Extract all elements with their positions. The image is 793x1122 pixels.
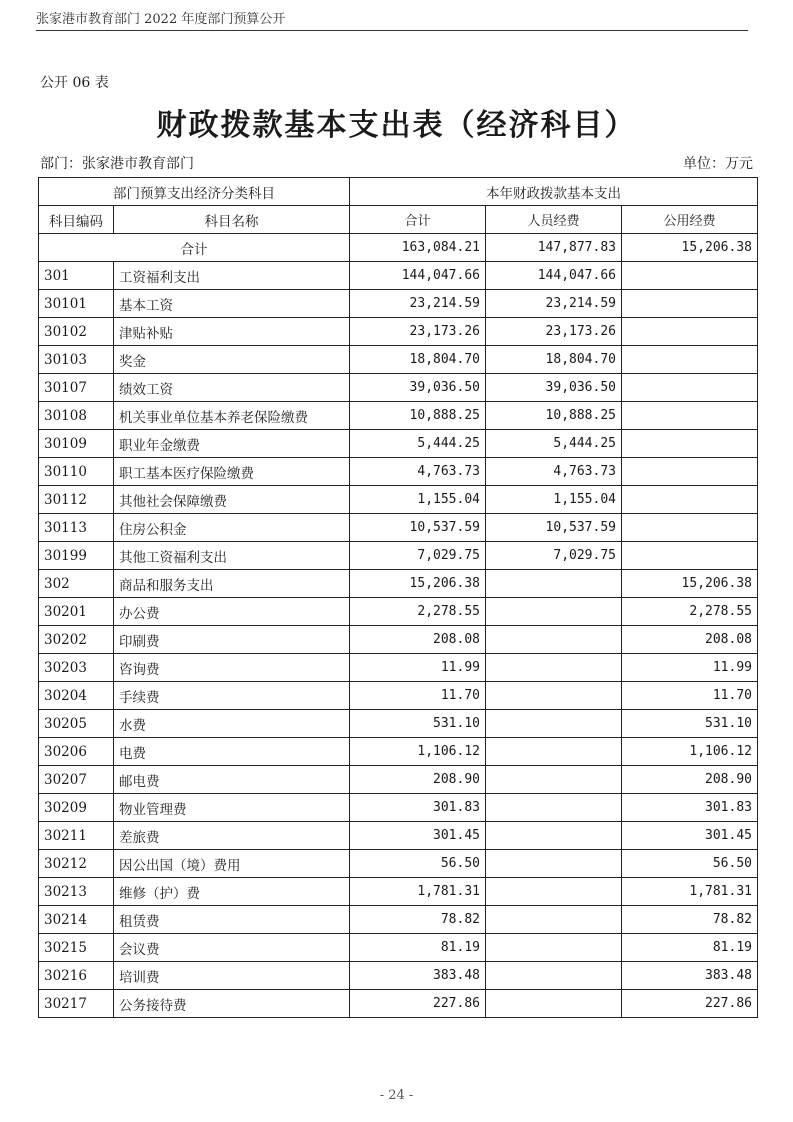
row-personnel [486, 962, 622, 990]
row-personnel [486, 626, 622, 654]
table-row [39, 402, 758, 430]
row-personnel: 1,155.04 [486, 486, 622, 514]
row-personnel: 18,804.70 [486, 346, 622, 374]
row-personnel [486, 990, 622, 1018]
row-name: 咨询费 [114, 654, 350, 682]
row-name: 其他工资福利支出 [114, 542, 350, 570]
row-code: 301 [39, 262, 114, 290]
row-name: 基本工资 [114, 290, 350, 318]
table-row [39, 486, 758, 514]
table-row [39, 766, 758, 794]
row-public [622, 318, 758, 346]
row-name: 奖金 [114, 346, 350, 374]
table-row [39, 654, 758, 682]
row-code: 302 [39, 570, 114, 598]
row-code: 30211 [39, 822, 114, 850]
row-public: 81.19 [622, 934, 758, 962]
row-public: 531.10 [622, 710, 758, 738]
row-total: 23,214.59 [350, 290, 486, 318]
table-row [39, 878, 758, 906]
row-personnel [486, 878, 622, 906]
total-row-total: 163,084.21 [350, 234, 486, 262]
unit-label: 单位：万元 [683, 156, 753, 172]
row-public: 1,106.12 [622, 738, 758, 766]
row-name: 其他社会保障缴费 [114, 486, 350, 514]
row-personnel: 5,444.25 [486, 430, 622, 458]
budget-table [38, 177, 758, 1018]
row-name: 印刷费 [114, 626, 350, 654]
row-personnel: 7,029.75 [486, 542, 622, 570]
table-row [39, 290, 758, 318]
row-personnel [486, 570, 622, 598]
row-name: 因公出国（境）费用 [114, 850, 350, 878]
table-row [39, 598, 758, 626]
table-id: 公开 06 表 [40, 75, 109, 91]
table-row [39, 430, 758, 458]
page-title: 财政拨款基本支出表（经济科目） [156, 108, 637, 143]
row-public [622, 402, 758, 430]
row-public: 301.83 [622, 794, 758, 822]
row-public [622, 458, 758, 486]
table-row [39, 850, 758, 878]
row-personnel [486, 598, 622, 626]
row-public [622, 262, 758, 290]
row-code: 30205 [39, 710, 114, 738]
header-name: 科目名称 [114, 206, 350, 234]
row-personnel [486, 738, 622, 766]
row-total: 23,173.26 [350, 318, 486, 346]
row-name: 手续费 [114, 682, 350, 710]
row-public: 208.90 [622, 766, 758, 794]
running-header: 张家港市教育部门 2022 年度部门预算公开 [36, 12, 286, 27]
row-name: 水费 [114, 710, 350, 738]
row-name: 职业年金缴费 [114, 430, 350, 458]
row-name: 培训费 [114, 962, 350, 990]
row-code: 30199 [39, 542, 114, 570]
row-code: 30213 [39, 878, 114, 906]
row-total: 208.90 [350, 766, 486, 794]
header-rule [36, 30, 748, 31]
row-personnel [486, 822, 622, 850]
header-total: 合计 [350, 206, 486, 234]
row-public: 208.08 [622, 626, 758, 654]
row-public: 78.82 [622, 906, 758, 934]
row-total: 531.10 [350, 710, 486, 738]
row-total: 4,763.73 [350, 458, 486, 486]
row-total: 7,029.75 [350, 542, 486, 570]
row-public: 11.99 [622, 654, 758, 682]
row-personnel [486, 906, 622, 934]
table-row [39, 514, 758, 542]
table-row [39, 542, 758, 570]
row-personnel [486, 850, 622, 878]
table-row [39, 346, 758, 374]
row-name: 办公费 [114, 598, 350, 626]
row-total: 383.48 [350, 962, 486, 990]
table-row [39, 570, 758, 598]
row-public: 301.45 [622, 822, 758, 850]
row-code: 30113 [39, 514, 114, 542]
row-total: 301.45 [350, 822, 486, 850]
row-total: 56.50 [350, 850, 486, 878]
row-total: 10,888.25 [350, 402, 486, 430]
table-row [39, 738, 758, 766]
total-row [39, 234, 758, 262]
page-number: - 24 - [379, 1088, 414, 1103]
row-public: 11.70 [622, 682, 758, 710]
row-public [622, 486, 758, 514]
row-personnel: 144,047.66 [486, 262, 622, 290]
row-code: 30102 [39, 318, 114, 346]
row-personnel: 4,763.73 [486, 458, 622, 486]
table-row [39, 318, 758, 346]
row-code: 30216 [39, 962, 114, 990]
table-row [39, 962, 758, 990]
row-code: 30112 [39, 486, 114, 514]
table-row [39, 990, 758, 1018]
total-row-public: 15,206.38 [622, 234, 758, 262]
row-public: 2,278.55 [622, 598, 758, 626]
row-name: 工资福利支出 [114, 262, 350, 290]
row-code: 30108 [39, 402, 114, 430]
table-row [39, 458, 758, 486]
row-name: 会议费 [114, 934, 350, 962]
header-public: 公用经费 [622, 206, 758, 234]
row-personnel [486, 654, 622, 682]
header-group-right: 本年财政拨款基本支出 [350, 178, 758, 206]
table-row [39, 682, 758, 710]
header-row-columns [39, 206, 758, 234]
row-code: 30109 [39, 430, 114, 458]
row-total: 2,278.55 [350, 598, 486, 626]
row-total: 78.82 [350, 906, 486, 934]
row-public [622, 430, 758, 458]
row-name: 维修（护）费 [114, 878, 350, 906]
row-name: 电费 [114, 738, 350, 766]
row-code: 30203 [39, 654, 114, 682]
row-personnel: 39,036.50 [486, 374, 622, 402]
row-code: 30107 [39, 374, 114, 402]
row-name: 差旅费 [114, 822, 350, 850]
row-personnel [486, 682, 622, 710]
row-total: 208.08 [350, 626, 486, 654]
row-code: 30201 [39, 598, 114, 626]
row-code: 30206 [39, 738, 114, 766]
row-public [622, 290, 758, 318]
row-public [622, 374, 758, 402]
row-public: 227.86 [622, 990, 758, 1018]
row-code: 30110 [39, 458, 114, 486]
row-public [622, 514, 758, 542]
row-name: 公务接待费 [114, 990, 350, 1018]
row-total: 144,047.66 [350, 262, 486, 290]
table-row [39, 822, 758, 850]
total-row-label: 合计 [39, 234, 350, 262]
row-code: 30212 [39, 850, 114, 878]
table-row [39, 262, 758, 290]
row-name: 商品和服务支出 [114, 570, 350, 598]
row-total: 11.99 [350, 654, 486, 682]
row-name: 职工基本医疗保险缴费 [114, 458, 350, 486]
header-code: 科目编码 [39, 206, 114, 234]
row-total: 1,106.12 [350, 738, 486, 766]
row-public [622, 542, 758, 570]
row-public: 383.48 [622, 962, 758, 990]
row-personnel: 10,537.59 [486, 514, 622, 542]
row-public: 15,206.38 [622, 570, 758, 598]
row-code: 30217 [39, 990, 114, 1018]
row-total: 1,781.31 [350, 878, 486, 906]
row-code: 30207 [39, 766, 114, 794]
row-personnel: 23,214.59 [486, 290, 622, 318]
row-total: 227.86 [350, 990, 486, 1018]
row-name: 租赁费 [114, 906, 350, 934]
row-code: 30202 [39, 626, 114, 654]
row-code: 30204 [39, 682, 114, 710]
row-personnel [486, 766, 622, 794]
row-personnel [486, 710, 622, 738]
row-total: 10,537.59 [350, 514, 486, 542]
header-row-group [39, 178, 758, 206]
row-total: 39,036.50 [350, 374, 486, 402]
header-group-left: 部门预算支出经济分类科目 [39, 178, 350, 206]
header-personnel: 人员经费 [486, 206, 622, 234]
row-code: 30209 [39, 794, 114, 822]
row-total: 15,206.38 [350, 570, 486, 598]
row-personnel: 23,173.26 [486, 318, 622, 346]
row-name: 绩效工资 [114, 374, 350, 402]
row-public: 56.50 [622, 850, 758, 878]
table-row [39, 906, 758, 934]
table-row [39, 710, 758, 738]
row-total: 5,444.25 [350, 430, 486, 458]
row-name: 津贴补贴 [114, 318, 350, 346]
table-row [39, 374, 758, 402]
row-name: 邮电费 [114, 766, 350, 794]
row-code: 30101 [39, 290, 114, 318]
row-name: 机关事业单位基本养老保险缴费 [114, 402, 350, 430]
row-name: 住房公积金 [114, 514, 350, 542]
table-row [39, 934, 758, 962]
row-personnel: 10,888.25 [486, 402, 622, 430]
table-row [39, 794, 758, 822]
row-total: 81.19 [350, 934, 486, 962]
row-personnel [486, 934, 622, 962]
row-name: 物业管理费 [114, 794, 350, 822]
table-row [39, 626, 758, 654]
total-row-personnel: 147,877.83 [486, 234, 622, 262]
row-total: 18,804.70 [350, 346, 486, 374]
row-total: 1,155.04 [350, 486, 486, 514]
row-code: 30215 [39, 934, 114, 962]
row-personnel [486, 794, 622, 822]
row-code: 30214 [39, 906, 114, 934]
row-total: 301.83 [350, 794, 486, 822]
row-public [622, 346, 758, 374]
row-total: 11.70 [350, 682, 486, 710]
row-public: 1,781.31 [622, 878, 758, 906]
row-code: 30103 [39, 346, 114, 374]
department-label: 部门：张家港市教育部门 [40, 156, 194, 172]
